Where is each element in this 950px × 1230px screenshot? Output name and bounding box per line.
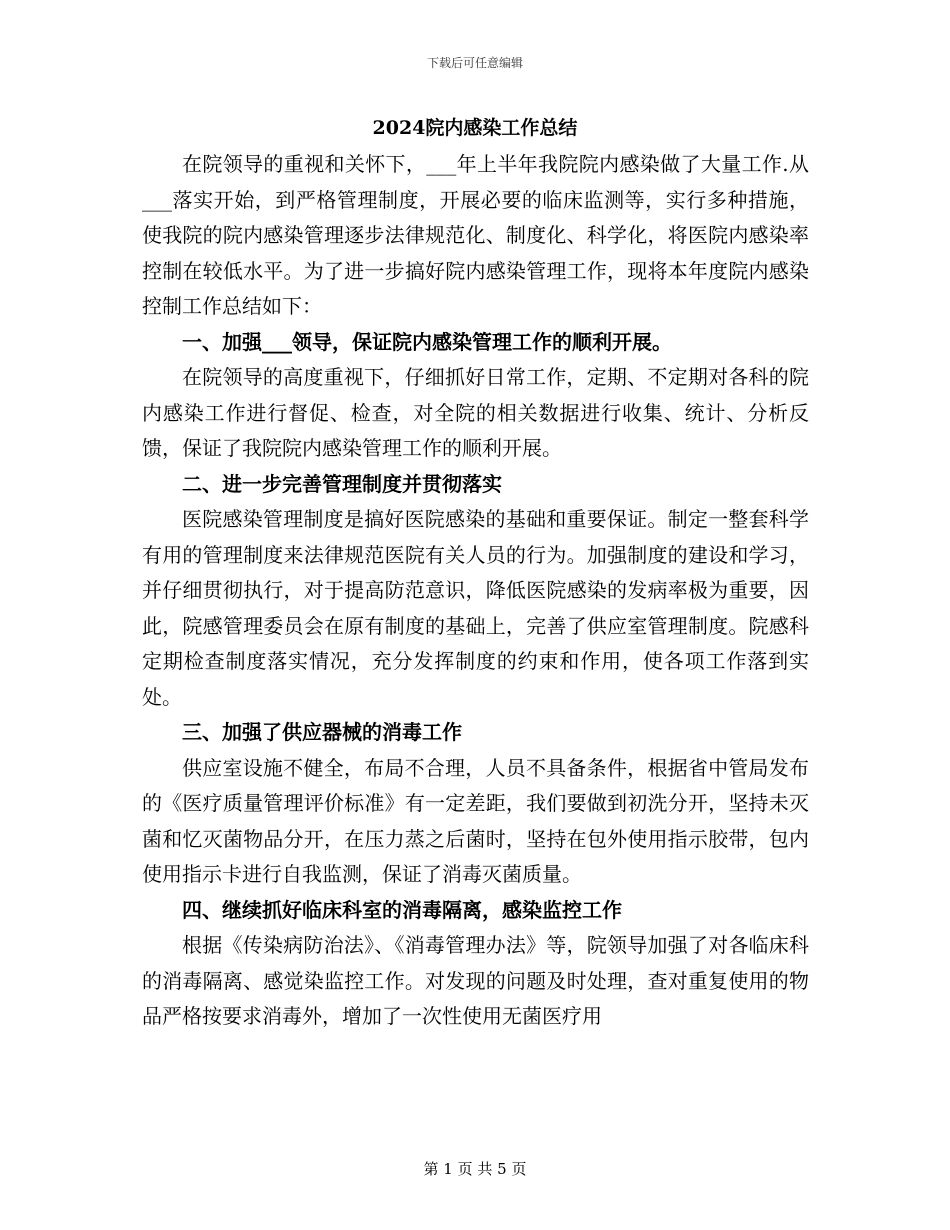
section-paragraph-1: 在院领导的高度重视下，仔细抓好日常工作，定期、不定期对各科的院内感染工作进行督促、检查，对全院的相关数据进行收集、统计、分析反馈，保证了我院院内感染管理工作的顺利开展。 xyxy=(142,365,809,460)
section-heading-1: 一、加强___领导，保证院内感染管理工作的顺利开展。 xyxy=(182,329,672,354)
page-footer: 第 1 页 共 5 页 xyxy=(423,1160,527,1178)
section-heading-3: 三、加强了供应器械的消毒工作 xyxy=(182,720,462,744)
section-paragraph-3: 供应室设施不健全，布局不合理，人员不具备条件，根据省中管局发布的《医疗质量管理评价标准》有一定差距，我们要做到初洗分开，坚持未灭菌和忆灭菌物品分开，在压力蒸之后菌时，坚持在包外使用指示胶带，包内使用指示卡进行自我监测，保证了消毒灭菌质量。 xyxy=(142,755,809,886)
header-note: 下载后可任意编辑 xyxy=(426,56,523,70)
section-heading-2: 二、进一步完善管理制度并贯彻落实 xyxy=(182,471,502,496)
section-heading-4: 四、继续抓好临床科室的消毒隔离，感染监控工作 xyxy=(182,897,622,922)
document-body xyxy=(142,147,809,1035)
section-paragraph-2: 医院感染管理制度是搞好医院感染的基础和重要保证。制定一整套科学有用的管理制度来法律规范医院有关人员的行为。加强制度的建设和学习，并仔细贯彻执行，对于提高防范意识，降低医院感染的发病率极为重要，因此，院感管理委员会在原有制度的基础上，完善了供应室管理制度。院感科定期检查制度落实情况，充分发挥制度的约束和作用，使各项工作落到实处。 xyxy=(142,507,809,709)
section-paragraph-4: 根据《传染病防治法》、《消毒管理办法》等，院领导加强了对各临床科的消毒隔离、感觉染监控工作。对发现的问题及时处理，查对重复使用的物品严格按要求消毒外，增加了一次性使用无菌医疗用 xyxy=(142,933,809,1028)
intro-paragraph: 在院领导的重视和关怀下，___年上半年我院院内感染做了大量工作.从___落实开始，到严格管理制度，开展必要的临床监测等，实行多种措施，使我院的院内感染管理逐步法律规范化、制度化、科学化，将医院内感染率控制在较低水平。为了进一步搞好院内感染管理工作，现将本年度院内感染控制工作总结如下： xyxy=(142,152,809,318)
document-title: 2024院内感染工作总结 xyxy=(372,117,578,139)
